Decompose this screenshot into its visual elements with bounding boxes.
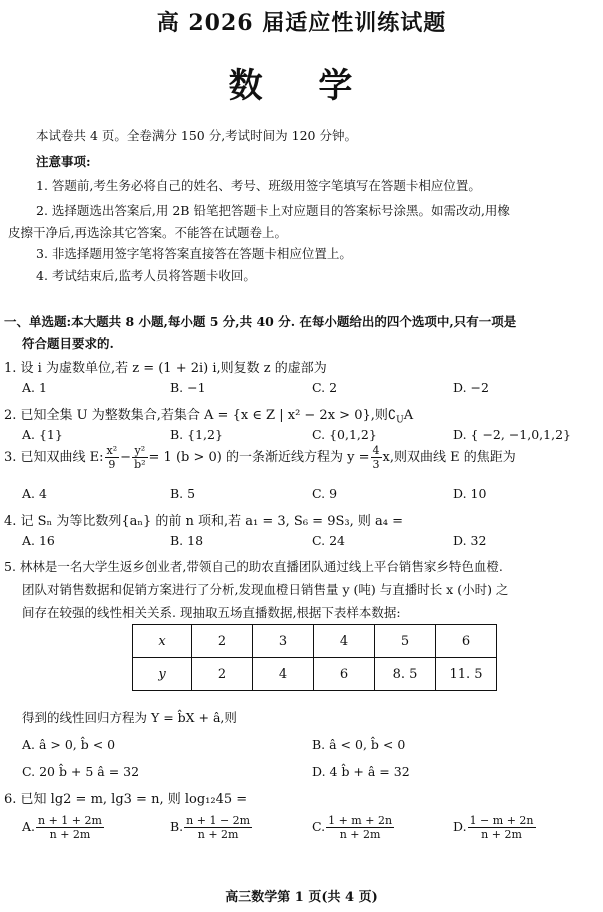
table-cell: 11. 5 [436,658,497,691]
note-item-1: 1. 答题前,考生务必将自己的姓名、考号、班级用签字笔填写在答题卡相应位置。 [36,178,481,193]
question-6-stem: 6. 已知 lg2 = m, lg3 = n, 则 log₁₂45 = [4,792,248,807]
q6-b-den: n + 2m [197,828,239,841]
table-cell: 4 [314,625,375,658]
q6-option-c-fraction [326,814,394,841]
table-cell: 8. 5 [375,658,436,691]
table-cell: 2 [192,625,253,658]
q5-option-d: D. 4 b̂ + â = 32 [312,764,410,779]
q6-option-c-label: C. [312,819,326,834]
q2-stem-sub: U [396,415,404,426]
q3-fraction-slope [371,444,382,471]
q6-option-d-label: D. [453,819,467,834]
table-cell: 5 [375,625,436,658]
q6-c-den: n + 2m [339,828,381,841]
q6-option-a-fraction [36,814,104,841]
q6-d-num: 1 − m + 2n [469,814,534,827]
q2-stem-text: 2. 已知全集 U 为整数集合,若集合 A = {x ∈ Z | x² − 2x > 0},则∁ [4,408,397,423]
q3-post: x,则双曲线 E 的焦距为 [382,450,516,465]
q3-f1-num: x² [106,444,118,457]
q6-b-num: n + 1 − 2m [186,814,251,827]
q3-f2-num: y² [132,444,147,458]
table-cell: 6 [314,658,375,691]
note-item-3: 3. 非选择题用签字笔将答案直接答在答题卡相应位置上。 [36,246,352,261]
q5-option-a: A. â > 0, b̂ < 0 [22,737,116,752]
table-cell: x [133,625,192,658]
question-5-line-1: 5. 林林是一名大学生返乡创业者,带领自己的助农直播团队通过线上平台销售家乡特色血橙. [4,559,503,574]
table-cell: 2 [192,658,253,691]
q2-option-c: C. {0,1,2} [312,427,377,442]
q3-mid: = 1 (b > 0) 的一条渐近线方程为 y = [148,450,370,465]
note-item-2: 2. 选择题选出答案后,用 2B 铅笔把答题卡上对应题目的答案标号涂黑。如需改动,用橡 [36,203,510,218]
sample-data-table [132,624,497,691]
table-row-x [133,625,497,658]
question-5-line-3: 间存在较强的线性相关关系. 现抽取五场直播数据,根据下表样本数据: [22,605,401,620]
q5-option-c: C. 20 b̂ + 5 â = 32 [22,764,140,779]
question-3-stem [4,444,516,472]
q4-option-c: C. 24 [312,533,345,548]
notes-heading: 注意事项: [36,154,91,169]
exam-intro: 本试卷共 4 页。全卷满分 150 分,考试时间为 120 分钟。 [36,128,357,143]
q3-f2-den: b² [134,458,146,471]
q4-option-d: D. 32 [453,533,487,548]
q6-option-d [453,812,537,842]
q3-f3-num: 4 [372,444,380,457]
q5-option-b: B. â < 0, b̂ < 0 [312,737,406,752]
page-footer: 高三数学第 1 页(共 4 页) [225,890,378,905]
q3-fraction-y [132,444,147,471]
note-item-2-cont: 皮擦干净后,再选涂其它答案。不能答在试题卷上。 [8,225,287,240]
section-heading-cont: 符合题目要求的. [22,336,114,351]
q4-option-b: B. 18 [170,533,204,548]
q3-f1-den: 9 [108,458,116,471]
q6-a-den: n + 2m [49,828,91,841]
q2-option-d: D. { −2, −1,0,1,2} [453,427,571,442]
question-5-line-2: 团队对销售数据和促销方案进行了分析,发现血橙日销售量 y (吨) 与直播时长 x (小时) 之 [22,582,509,597]
table-cell: 4 [253,658,314,691]
q3-option-a: A. 4 [22,486,47,501]
q3-fraction-x [105,444,120,471]
q6-d-den: n + 2m [481,828,522,841]
q6-option-d-fraction [468,814,536,841]
q6-option-b-label: B. [170,819,184,834]
question-4-stem: 4. 记 Sₙ 为等比数列{aₙ} 的前 n 项和,若 a₁ = 3, S₆ = 9S₃, 则 a₄ = [4,514,403,529]
q1-option-b: B. −1 [170,380,206,395]
q6-c-num: 1 + m + 2n [328,814,393,827]
note-item-4: 4. 考试结束后,监考人员将答题卡收回。 [36,268,256,283]
table-cell: y [133,658,192,691]
q3-minus: − [120,450,132,465]
q3-pre: 3. 已知双曲线 E: [4,450,104,465]
q2-option-b: B. {1,2} [170,427,223,442]
q6-option-b-fraction [184,814,252,841]
q1-option-c: C. 2 [312,380,338,395]
table-cell: 3 [253,625,314,658]
q1-option-d: D. −2 [453,380,489,395]
question-2-stem [4,404,413,426]
q6-option-c [312,812,395,842]
question-1-stem: 1. 设 i 为虚数单位,若 z = (1 + 2i) i,则复数 z 的虚部为 [4,361,327,376]
exam-title: 高 2026 届适应性训练试题 [156,10,447,36]
q3-f3-den: 3 [372,458,380,471]
q6-option-b [170,812,253,842]
table-row-y [133,658,497,691]
q3-option-b: B. 5 [170,486,196,501]
q6-option-a [22,812,105,842]
q4-option-a: A. 16 [22,533,55,548]
q3-option-c: C. 9 [312,486,338,501]
q1-option-a: A. 1 [22,380,47,395]
q2-stem-end: A [403,408,414,423]
table-cell: 6 [436,625,497,658]
q3-option-d: D. 10 [453,486,487,501]
question-5-after-table: 得到的线性回归方程为 Y = b̂X + â,则 [22,710,237,725]
q2-option-a: A. {1} [22,427,63,442]
subject-title: 数 学 [228,66,375,106]
section-heading: 一、单选题:本大题共 8 小题,每小题 5 分,共 40 分. 在每小题给出的四个选项中,只有一项是 [4,314,517,329]
q6-a-num: n + 1 + 2m [38,814,102,827]
q6-option-a-label: A. [22,819,36,834]
